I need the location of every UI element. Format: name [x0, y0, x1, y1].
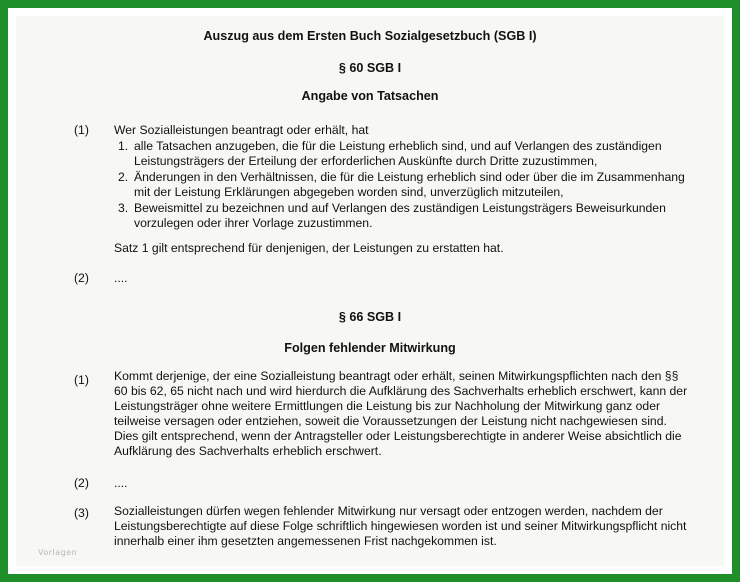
paragraph-line: Aufklärung des Sachverhalts erheblich erschwert. — [114, 444, 382, 458]
paragraph-line: innerhalb einer ihm gesetzten angemessenen Frist nachgekommen ist. — [114, 534, 497, 548]
section-60-subheading: Angabe von Tatsachen — [301, 89, 439, 103]
paragraph-line: Dies gilt entsprechend, wenn der Antragsteller oder Leistungsberechtigte in anderer Weise absichtlich die — [114, 429, 682, 443]
section-66-heading: § 66 SGB I — [338, 310, 402, 324]
paragraph-ellipsis: .... — [114, 476, 128, 490]
list-item-line: mit der Leistung Erklärungen abgegeben worden sind, unverzüglich mitzuteilen, — [134, 185, 564, 199]
paragraph-number: (2) — [74, 271, 89, 285]
section-66-subheading: Folgen fehlender Mitwirkung — [284, 341, 456, 355]
list-item-line: alle Tatsachen anzugeben, die für die Leistung erheblich sind, und auf Verlangen des zuständigen — [134, 139, 662, 153]
paragraph-line: teilweise versagen oder entziehen, soweit die Voraussetzungen der Leistung nicht nachgewiesen sind. — [114, 414, 667, 428]
list-item-line: Änderungen in den Verhältnissen, die für die Leistung erheblich sind oder über die im Zusammenhang — [134, 170, 685, 184]
paragraph-line: Leistungsberechtigte auf diese Folge schriftlich hingewiesen worden ist und seiner Mitwirkungspflicht nicht — [114, 519, 687, 533]
paragraph-number: (1) — [74, 373, 89, 387]
list-item-line: vorzulegen oder ihrer Vorlage zuzustimmen. — [134, 216, 373, 230]
section-60-heading: § 60 SGB I — [338, 61, 402, 75]
satz-note: Satz 1 gilt entsprechend für denjenigen, der Leistungen zu erstatten hat. — [114, 241, 504, 255]
paragraph-number: (1) — [74, 123, 89, 137]
list-item-line: Beweismittel zu bezeichnen und auf Verlangen des zuständigen Leistungsträgers Beweisurkunden — [134, 201, 666, 215]
paragraph-line: Sozialleistungen dürfen wegen fehlender Mitwirkung nur versagt oder entzogen werden, nachdem der — [114, 504, 663, 518]
paragraph-line: Leistungsträger ohne weitere Ermittlungen die Leistung bis zur Nachholung der Mitwirkung ganz oder — [114, 399, 661, 413]
paragraph-number: (3) — [74, 506, 89, 520]
list-item-number: 2. — [118, 170, 129, 184]
paragraph-line: 60 bis 62, 65 nicht nach und wird hierdurch die Aufklärung des Sachverhalts erheblich erschwert, kann der — [114, 384, 688, 398]
watermark: Vorlagen — [38, 548, 78, 557]
paragraph-number: (2) — [74, 476, 89, 490]
document-title: Auszug aus dem Ersten Buch Sozialgesetzbuch (SGB I) — [203, 29, 537, 43]
list-item-number: 3. — [118, 201, 129, 215]
document-page — [16, 16, 724, 566]
list-item-number: 1. — [118, 139, 129, 153]
paragraph-ellipsis: .... — [114, 271, 128, 285]
paragraph-intro: Wer Sozialleistungen beantragt oder erhält, hat — [114, 123, 369, 137]
list-item-line: Leistungsträgers der Erteilung der erforderlichen Auskünfte durch Dritte zuzustimmen, — [134, 154, 598, 168]
paragraph-line: Kommt derjenige, der eine Sozialleistung beantragt oder erhält, seinen Mitwirkungspflichten nach den §§ — [114, 369, 679, 383]
